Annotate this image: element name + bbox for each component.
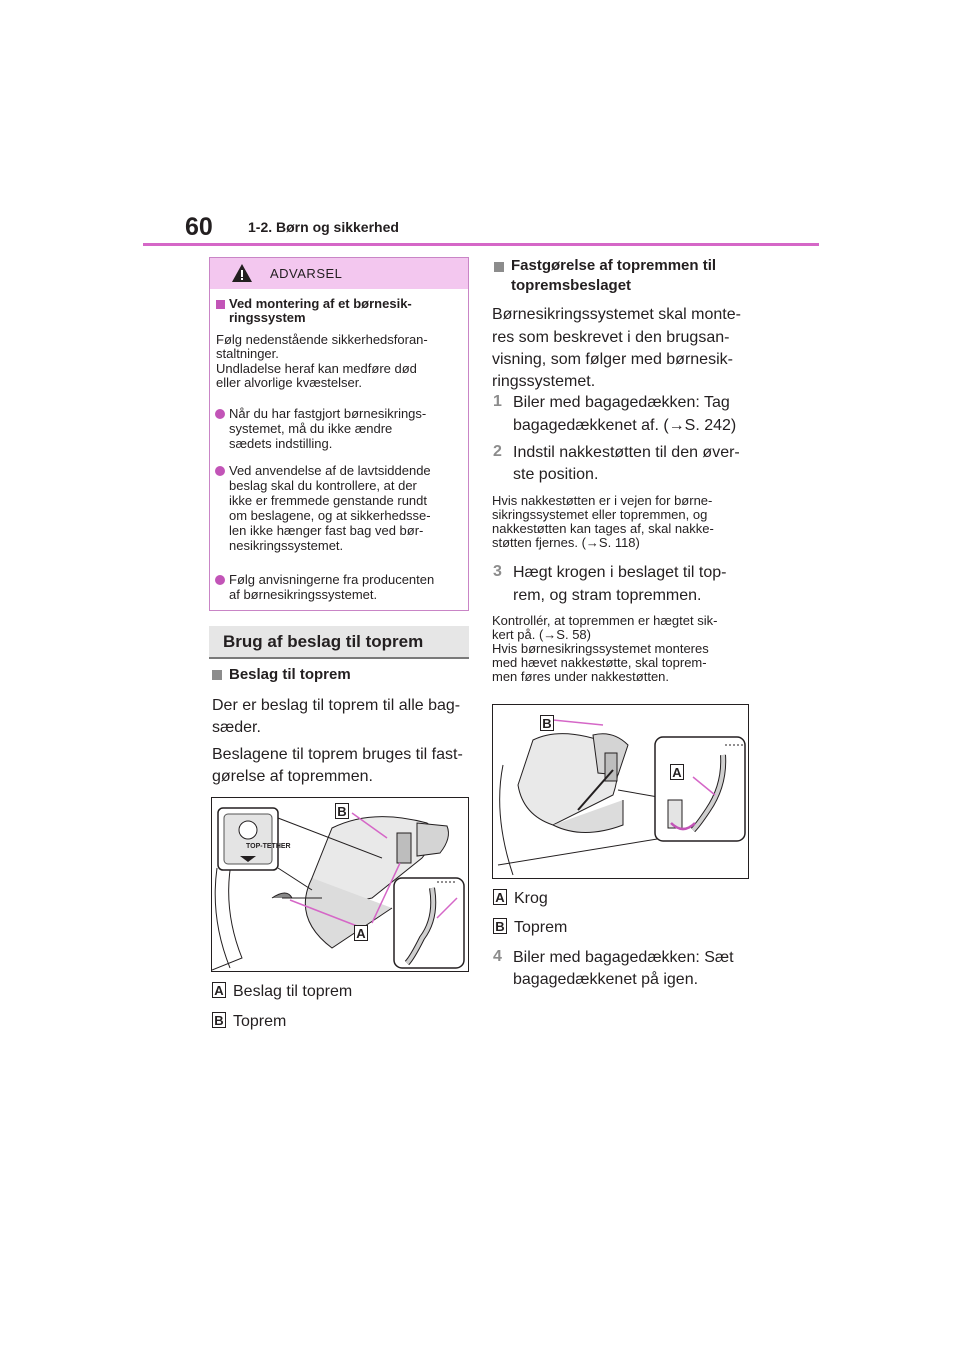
warning-bullet-2-line-1: Ved anvendelse af de lavtsiddende xyxy=(229,463,431,478)
warning-bullet-3-line-1: Følg anvisningerne fra producenten xyxy=(229,572,435,587)
legend-text-a: Krog xyxy=(514,890,548,907)
step1-line2: bagagedækkenet af. (→S. 242) xyxy=(513,417,737,434)
figure-label-b: B xyxy=(540,715,554,731)
note2-line2: kert på. (→S. 58) xyxy=(492,627,591,642)
right-para-line3: visning, som følger med børnesik- xyxy=(492,351,733,368)
right-para-line2: res som beskrevet i den brugsan- xyxy=(492,329,730,346)
figure-label-a: A xyxy=(670,764,684,780)
step2-line1: Indstil nakkestøtten til den øver- xyxy=(513,444,740,461)
right-subheading-2: topremsbeslaget xyxy=(511,277,632,294)
warning-bullet-2-line-3: ikke er fremmede genstande rundt xyxy=(229,493,427,508)
note1-line4: støtten fjernes. (→S. 118) xyxy=(492,535,640,550)
warning-intro-1: Følg nedenstående sikkerhedsforan- xyxy=(216,332,428,347)
note1-line1: Hvis nakkestøtten er i vejen for børne- xyxy=(492,493,713,508)
step4-line1: Biler med bagagedækken: Sæt xyxy=(513,949,734,966)
note2-line5: men føres under nakkestøtten. xyxy=(492,669,670,684)
square-bullet-icon xyxy=(212,670,222,680)
step-number-4: 4 xyxy=(493,948,502,965)
round-bullet-icon xyxy=(215,466,225,476)
warning-bullet-2-line-2: beslag skal du kontrollere, at der xyxy=(229,478,417,493)
top-tether-anchor-illustration xyxy=(211,797,469,972)
warning-triangle-icon xyxy=(231,263,253,283)
round-bullet-icon xyxy=(215,575,225,585)
round-bullet-icon xyxy=(215,409,225,419)
warning-bullet-2-line-6: nesikringssystemet. xyxy=(229,538,344,553)
right-para-line4: ringssystemet. xyxy=(492,373,596,390)
note2-line1: Kontrollér, at topremmen er hægtet sik- xyxy=(492,613,718,628)
legend-key-a: A xyxy=(212,982,226,998)
step4-line2: bagagedækkenet på igen. xyxy=(513,971,699,988)
left-para1-line1: Der er beslag til toprem til alle bag- xyxy=(212,697,461,714)
square-bullet-icon xyxy=(494,262,504,272)
seat-anchor-drawing xyxy=(212,798,468,971)
legend-key-b: B xyxy=(493,918,507,934)
warning-box xyxy=(209,257,469,611)
legend-key-b: B xyxy=(212,1012,226,1028)
note1-line3: nakkestøtten kan tages af, skal nakke- xyxy=(492,521,714,536)
note2-line3: Hvis børnesikringssystemet monteres xyxy=(492,641,709,656)
warning-bullet-1-line-1: Når du har fastgjort børnesikrings- xyxy=(229,406,427,421)
warning-bullet-2-line-4: om beslagene, og at sikkerhedsse- xyxy=(229,508,431,523)
warning-intro-3: Undladelse heraf kan medføre død xyxy=(216,361,417,376)
seat-hook-drawing xyxy=(493,705,748,878)
warning-intro-2: staltninger. xyxy=(216,346,279,361)
section-heading-bar xyxy=(209,626,469,659)
warning-header xyxy=(210,258,468,289)
left-para2-line2: gørelse af topremmen. xyxy=(212,768,373,785)
left-subheading: Beslag til toprem xyxy=(229,666,351,683)
left-para1-line2: sæder. xyxy=(212,719,261,736)
page-number: 60 xyxy=(185,213,213,241)
warning-heading-1: Ved montering af et børnesik- xyxy=(229,296,412,311)
figure-label-a: A xyxy=(354,925,368,941)
step3-line2: rem, og stram topremmen. xyxy=(513,587,702,604)
right-subheading-1: Fastgørelse af topremmen til xyxy=(511,257,717,274)
legend-key-a: A xyxy=(493,889,507,905)
note1-line2: sikringssystemet eller topremmen, og xyxy=(492,507,708,522)
step2-line2: ste position. xyxy=(513,466,599,483)
warning-bullet-2-line-5: len ikke hænger fast bag ved bør- xyxy=(229,523,424,538)
hook-tether-illustration xyxy=(492,704,749,879)
warning-bullet-1-line-3: sædets indstilling. xyxy=(229,436,333,451)
warning-heading-2: ringssystem xyxy=(229,310,306,325)
legend-text-a: Beslag til toprem xyxy=(233,983,353,1000)
note2-line4: med hævet nakkestøtte, skal toprem- xyxy=(492,655,707,670)
legend-text-b: Toprem xyxy=(233,1013,287,1030)
step1-line1: Biler med bagagedækken: Tag xyxy=(513,394,730,411)
square-bullet-icon xyxy=(216,300,225,309)
figure-label-b: B xyxy=(335,803,349,819)
warning-title: ADVARSEL xyxy=(270,266,343,281)
top-tether-badge: TOP-TETHER xyxy=(246,843,291,850)
warning-bullet-1-line-2: systemet, må du ikke ændre xyxy=(229,421,393,436)
warning-intro-4: eller alvorlige kvæstelser. xyxy=(216,375,362,390)
section-title: 1-2. Børn og sikkerhed xyxy=(248,219,399,235)
right-para-line1: Børnesikringssystemet skal monte- xyxy=(492,306,741,323)
step-number-2: 2 xyxy=(493,443,502,460)
legend-text-b: Toprem xyxy=(514,919,568,936)
step-number-1: 1 xyxy=(493,393,502,410)
section-heading: Brug af beslag til toprem xyxy=(223,632,424,651)
step3-line1: Hægt krogen i beslaget til top- xyxy=(513,564,727,581)
warning-bullet-3-line-2: af børnesikringssystemet. xyxy=(229,587,378,602)
header-rule xyxy=(143,243,819,246)
step-number-3: 3 xyxy=(493,563,502,580)
left-para2-line1: Beslagene til toprem bruges til fast- xyxy=(212,746,463,763)
